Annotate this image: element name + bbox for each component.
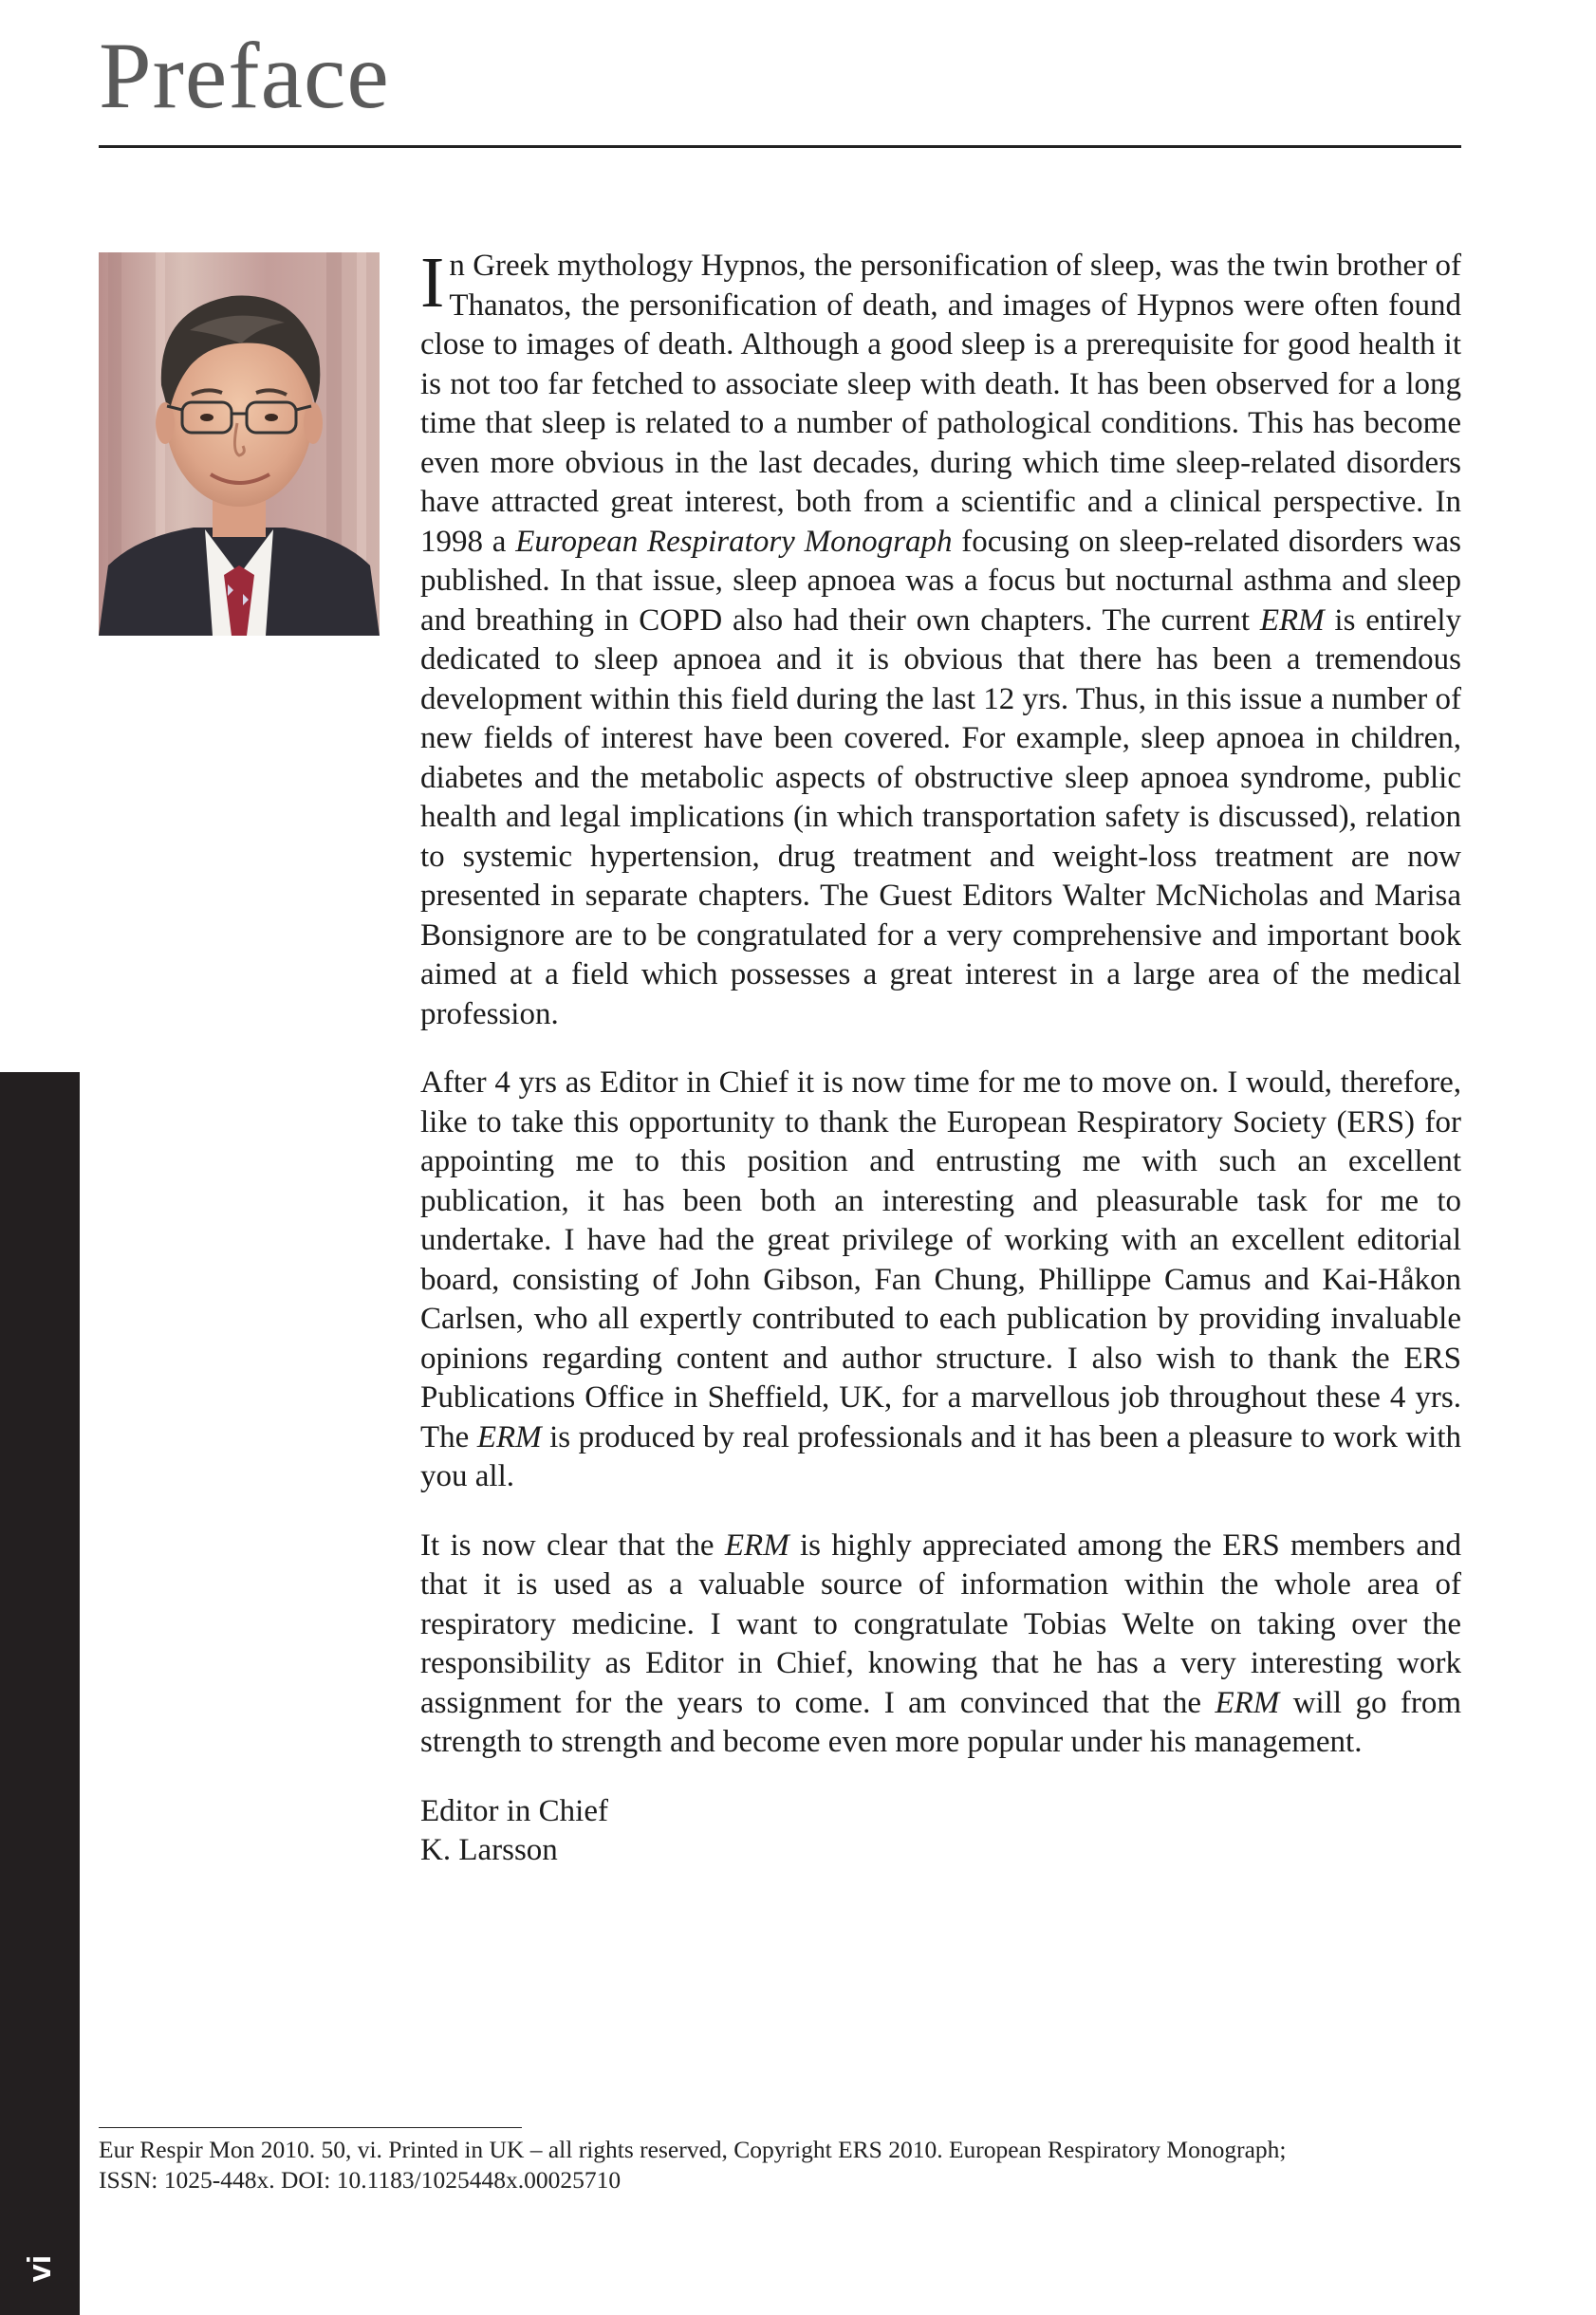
- erm-emphasis: ERM: [724, 1528, 789, 1563]
- signature-name: K. Larsson: [420, 1833, 558, 1867]
- erm-emphasis: ERM: [476, 1419, 542, 1454]
- footnote-line-1: Eur Respir Mon 2010. 50, vi. Printed in UK – all rights reserved, Copyright ERS 2010. European Respiratory Monograph;: [99, 2136, 1287, 2163]
- paragraph-2: [420, 1064, 1461, 1497]
- footnote-line-2: ISSN: 1025-448x. DOI: 10.1183/1025448x.00025710: [99, 2166, 622, 2194]
- signature-role: Editor in Chief: [420, 1793, 608, 1828]
- paragraph-1: [420, 243, 1461, 1034]
- erm-emphasis: ERM: [1259, 602, 1325, 638]
- title-divider: [99, 145, 1461, 148]
- page-number: vi: [22, 2254, 58, 2283]
- paragraph-3: [420, 1527, 1461, 1763]
- page-edge-bar: [0, 1072, 80, 2315]
- citation-footnote: [99, 2135, 1461, 2195]
- paragraph-2-text-start: After 4 yrs as Editor in Chief it is now time for me to move on. I would, therefore, like to take this opportunity to thank the European Respiratory Society (ERS) for appointing me to this position and entrusting me with such an excellent publication, it has been both an interesting and pleasurable task for me to undertake. I have had the great privilege of working with an excellent editorial board, consisting of John Gibson, Fan Chung, Phillippe Camus and Kai-Håkon Carlsen, who all expertly contributed to each publication by providing invaluable opinions regarding content and author structure. I also wish to thank the ERS Publications Office in Sheffield, UK, for a marvellous job throughout these 4 yrs. The: [420, 1065, 1461, 1454]
- footnote-divider: [99, 2127, 522, 2128]
- drop-cap: I: [420, 243, 445, 323]
- paragraph-3-text-end: will go from strength to strength and become even more popular under his management.: [420, 1685, 1462, 1759]
- paragraph-1-text-start: n Greek mythology Hypnos, the personification of sleep, was the twin brother of Thanatos, the personification of death, and images of Hypnos were often found close to images of death. Although a good sleep is a prerequisite for good health it is not too far fetched to associate sleep with death. It has been observed for a long time that sleep is related to a number of pathological conditions. This has become even more obvious in the last decades, during which time sleep-related disorders have attracted great interest, both from a scientific and a clinical perspective. In 1998 a: [420, 249, 1461, 559]
- journal-title-emphasis: European Respiratory Monograph: [515, 524, 953, 559]
- paragraph-2-text-end: is produced by real professionals and it has been a pleasure to work with you all.: [420, 1419, 1461, 1493]
- preface-body: [420, 243, 1462, 1900]
- paragraph-3-text-middle: is highly appreciated among the ERS members and that it is used as a valuable source of information within the whole area of respiratory medicine. I want to congratulate Tobias Welte on taking over the responsibility as Editor in Chief, knowing that he has a very interesting work assignment for the years to come. I am convinced that the: [420, 1528, 1461, 1720]
- signature-block: [420, 1792, 1461, 1871]
- paragraph-3-text-start: It is now clear that the: [420, 1528, 725, 1563]
- erm-emphasis: ERM: [1215, 1685, 1280, 1720]
- author-portrait: [99, 252, 380, 636]
- paragraph-1-text-end: is entirely dedicated to sleep apnoea and it is obvious that there has been a tremendous development within this field during the last 12 yrs. Thus, in this issue a number of new fields of interest have been covered. For example, sleep apnoea in children, diabetes and the metabolic aspects of obstructive sleep apnoea syndrome, public health and legal implications (in which transportation safety is discussed), relation to systemic hypertension, drug treatment and weight-loss treatment are now presented in separate chapters. The Guest Editors Walter McNicholas and Marisa Bonsignore are to be congratulated for a very comprehensive and important book aimed at a field which possesses a great interest in a large area of the medical profession.: [420, 602, 1461, 1031]
- page-title: Preface: [99, 23, 390, 128]
- paragraph-1-text-middle: focusing on sleep-related disorders was published. In that issue, sleep apnoea was a focus but nocturnal asthma and sleep and breathing in COPD also had their own chapters. The current: [420, 524, 1461, 638]
